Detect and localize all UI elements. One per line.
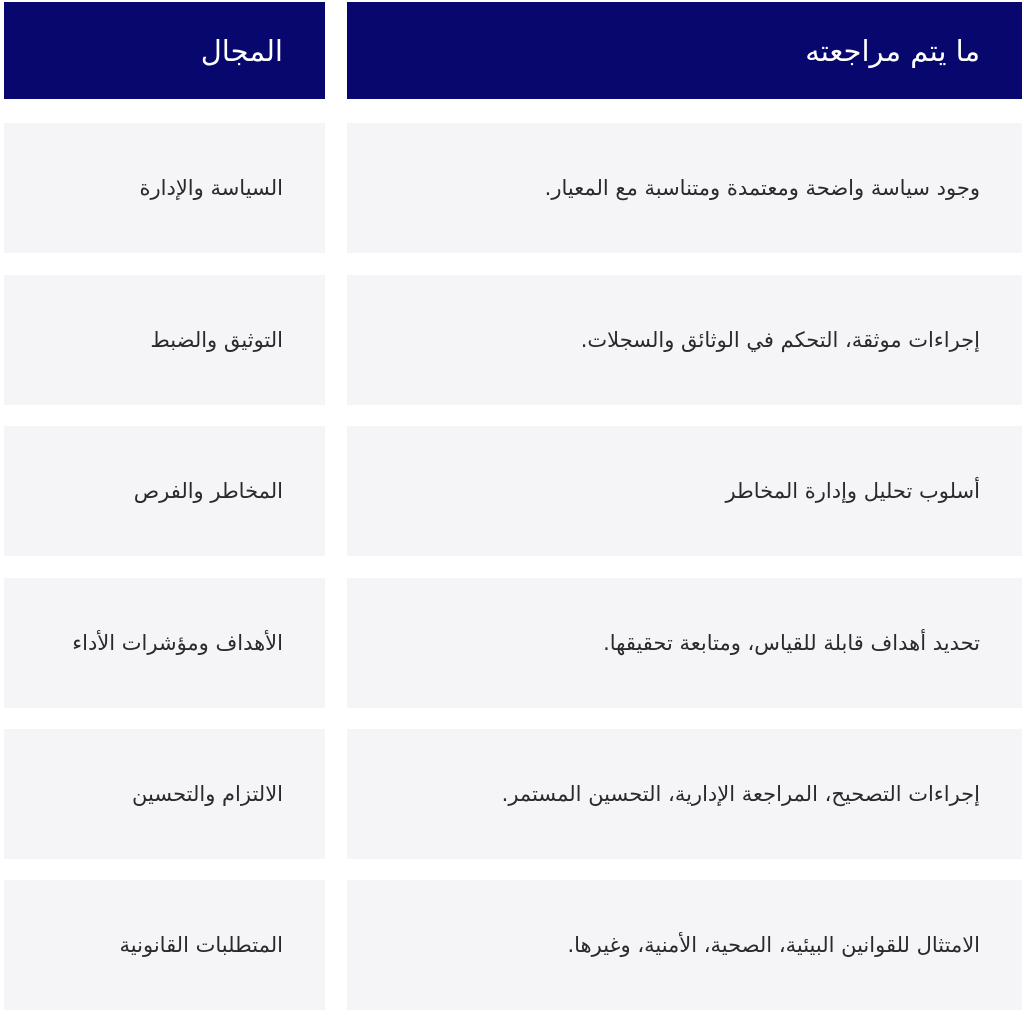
- domain-text: السياسة والإدارة: [139, 176, 283, 200]
- review-text: إجراءات التصحيح، المراجعة الإدارية، التحسين المستمر.: [501, 782, 980, 806]
- review-text: تحديد أهداف قابلة للقياس، ومتابعة تحقيقها.: [603, 631, 980, 655]
- review-text: أسلوب تحليل وإدارة المخاطر: [725, 479, 980, 503]
- table-row-6-review: [347, 880, 1022, 1010]
- header-domain: [4, 2, 325, 99]
- domain-text: المتطلبات القانونية: [119, 933, 283, 957]
- review-text: وجود سياسة واضحة ومعتمدة ومتناسبة مع المعيار.: [544, 176, 980, 200]
- review-text: الامتثال للقوانين البيئية، الصحية، الأمنية، وغيرها.: [567, 933, 980, 957]
- table-row-6-domain: [4, 880, 325, 1010]
- header-review-label: ما يتم مراجعته: [805, 33, 980, 68]
- table-row-5-review: [347, 729, 1022, 859]
- domain-text: الأهداف ومؤشرات الأداء: [72, 631, 283, 655]
- header-domain-label: المجال: [200, 33, 283, 68]
- table-row-2-domain: [4, 275, 325, 405]
- domain-text: التوثيق والضبط: [150, 328, 283, 352]
- table-row-4-domain: [4, 578, 325, 708]
- domain-text: المخاطر والفرص: [133, 479, 283, 503]
- table-row-5-domain: [4, 729, 325, 859]
- table-row-1-review: [347, 123, 1022, 253]
- review-text: إجراءات موثقة، التحكم في الوثائق والسجلات.: [580, 328, 980, 352]
- table-row-3-review: [347, 426, 1022, 556]
- table-row-4-review: [347, 578, 1022, 708]
- table-row-1-domain: [4, 123, 325, 253]
- table-row-2-review: [347, 275, 1022, 405]
- table-row-3-domain: [4, 426, 325, 556]
- domain-text: الالتزام والتحسين: [132, 782, 283, 806]
- header-review: [347, 2, 1022, 99]
